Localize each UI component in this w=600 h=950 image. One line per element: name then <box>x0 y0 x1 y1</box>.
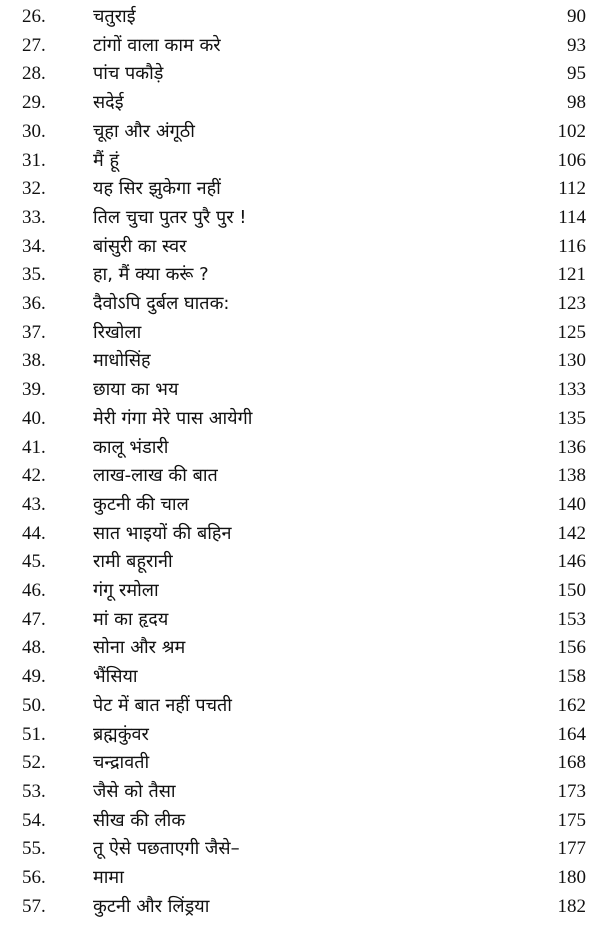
toc-entry <box>0 89 600 117</box>
entry-number: 43. <box>22 493 46 515</box>
entry-number: 37. <box>22 321 46 343</box>
entry-page-number: 153 <box>557 608 586 630</box>
toc-entry <box>0 778 600 806</box>
entry-number: 38. <box>22 350 46 372</box>
entry-number: 29. <box>22 92 46 114</box>
entry-number: 35. <box>22 264 46 286</box>
entry-title: गंगू रमोला <box>93 580 159 601</box>
entry-title: सीख की लीक <box>93 809 186 831</box>
entry-page-number: 180 <box>557 867 586 888</box>
entry-page-number: 136 <box>557 436 586 458</box>
entry-title: माधोसिंह <box>93 350 151 372</box>
entry-number: 33. <box>22 206 46 228</box>
entry-number: 26. <box>22 6 46 27</box>
toc-entry <box>0 807 600 835</box>
entry-title: मामा <box>93 867 124 888</box>
entry-title: हा, मैं क्या करूं ? <box>93 264 209 286</box>
entry-page-number: 164 <box>557 723 586 745</box>
toc-entry <box>0 118 600 146</box>
toc-entry <box>0 548 600 576</box>
entry-title: पांच पकौड़े <box>93 63 164 85</box>
entry-number: 28. <box>22 63 46 85</box>
entry-number: 48. <box>22 637 46 659</box>
entry-number: 56. <box>22 867 46 888</box>
toc-entry <box>0 175 600 203</box>
entry-page-number: 114 <box>558 206 586 228</box>
toc-entry <box>0 606 600 634</box>
entry-title: भैंसिया <box>93 666 138 688</box>
entry-title: तू ऐसे पछताएगी जैसे– <box>93 838 240 860</box>
entry-page-number: 140 <box>557 493 586 515</box>
entry-number: 30. <box>22 120 46 142</box>
entry-number: 54. <box>22 809 46 831</box>
entry-number: 27. <box>22 34 46 56</box>
toc-entry <box>0 692 600 720</box>
entry-page-number: 106 <box>557 149 586 171</box>
entry-title: रिखोला <box>93 321 142 343</box>
toc-entry <box>0 147 600 175</box>
toc-entry <box>0 60 600 88</box>
toc-entry <box>0 434 600 462</box>
entry-page-number: 146 <box>557 551 586 573</box>
toc-entry <box>0 405 600 433</box>
entry-title: छाया का भय <box>93 379 179 401</box>
entry-number: 41. <box>22 436 46 458</box>
entry-page-number: 95 <box>567 63 586 85</box>
entry-number: 34. <box>22 235 46 257</box>
toc-entry <box>0 347 600 375</box>
entry-page-number: 102 <box>557 120 586 142</box>
toc-entry <box>0 3 600 31</box>
entry-number: 52. <box>22 752 46 774</box>
entry-page-number: 138 <box>557 465 586 487</box>
toc-entry <box>0 634 600 662</box>
entry-page-number: 158 <box>557 666 586 688</box>
toc-entry <box>0 376 600 404</box>
toc-entry <box>0 491 600 519</box>
entry-title: कालू भंडारी <box>93 436 169 458</box>
toc-entry <box>0 204 600 232</box>
entry-number: 49. <box>22 666 46 688</box>
entry-number: 31. <box>22 149 46 171</box>
entry-page-number: 130 <box>557 350 586 372</box>
entry-page-number: 150 <box>557 580 586 601</box>
toc-entry <box>0 577 600 605</box>
toc-entry <box>0 721 600 749</box>
entry-number: 36. <box>22 293 46 314</box>
entry-page-number: 112 <box>558 178 586 200</box>
entry-number: 53. <box>22 780 46 802</box>
entry-number: 40. <box>22 407 46 429</box>
entry-page-number: 133 <box>557 379 586 401</box>
entry-page-number: 116 <box>558 235 586 257</box>
entry-title: सात भाइयों की बहिन <box>93 522 232 544</box>
entry-number: 55. <box>22 838 46 860</box>
entry-number: 42. <box>22 465 46 487</box>
entry-title: पेट में बात नहीं पचती <box>93 694 232 716</box>
entry-title: चन्द्रावती <box>93 752 150 774</box>
entry-page-number: 135 <box>557 407 586 429</box>
toc-entry <box>0 663 600 691</box>
entry-title: सदेई <box>93 92 124 114</box>
toc-entry <box>0 462 600 490</box>
entry-page-number: 142 <box>557 522 586 544</box>
entry-title: चतुराई <box>93 6 136 27</box>
entry-title: रामी बहूरानी <box>93 551 173 573</box>
toc-entry <box>0 32 600 60</box>
entry-page-number: 125 <box>557 321 586 343</box>
entry-number: 44. <box>22 522 46 544</box>
entry-page-number: 168 <box>557 752 586 774</box>
entry-title: ब्रह्मकुंवर <box>93 723 149 745</box>
entry-title: लाख-लाख की बात <box>93 465 218 487</box>
entry-title: मां का हृदय <box>93 608 169 630</box>
entry-title: तिल चुचा पुतर पुरै पुर ! <box>93 206 247 228</box>
entry-page-number: 175 <box>557 809 586 831</box>
entry-title: कुटनी और लिंड्रया <box>93 895 210 917</box>
entry-number: 39. <box>22 379 46 401</box>
toc-entry <box>0 520 600 548</box>
toc-entry <box>0 319 600 347</box>
entry-title: बांसुरी का स्वर <box>93 235 187 257</box>
toc-entry <box>0 893 600 921</box>
entry-page-number: 93 <box>567 34 586 56</box>
entry-page-number: 173 <box>557 780 586 802</box>
toc-entry <box>0 261 600 289</box>
entry-page-number: 162 <box>557 694 586 716</box>
entry-page-number: 177 <box>557 838 586 860</box>
entry-title: यह सिर झुकेगा नहीं <box>93 178 221 200</box>
entry-title: सोना और श्रम <box>93 637 186 659</box>
entry-title: दैवोऽपि दुर्बल घातक: <box>93 293 230 314</box>
entry-number: 32. <box>22 178 46 200</box>
entry-number: 45. <box>22 551 46 573</box>
toc-entry <box>0 749 600 777</box>
entry-title: मेरी गंगा मेरे पास आयेगी <box>93 407 253 429</box>
toc-entry <box>0 233 600 261</box>
entry-page-number: 121 <box>557 264 586 286</box>
entry-number: 57. <box>22 895 46 917</box>
entry-page-number: 182 <box>557 895 586 917</box>
entry-page-number: 156 <box>557 637 586 659</box>
entry-number: 51. <box>22 723 46 745</box>
entry-title: मैं हूं <box>93 149 120 171</box>
entry-page-number: 123 <box>557 293 586 314</box>
entry-number: 46. <box>22 580 46 601</box>
entry-page-number: 90 <box>567 6 586 27</box>
entry-number: 50. <box>22 694 46 716</box>
entry-number: 47. <box>22 608 46 630</box>
entry-title: जैसे को तैसा <box>93 780 176 802</box>
entry-title: कुटनी की चाल <box>93 493 189 515</box>
entry-title: चूहा और अंगूठी <box>93 120 195 142</box>
entry-page-number: 98 <box>567 92 586 114</box>
toc-entry <box>0 290 600 318</box>
toc-entry <box>0 864 600 892</box>
toc-entry <box>0 835 600 863</box>
entry-title: टांगों वाला काम करे <box>93 34 221 56</box>
